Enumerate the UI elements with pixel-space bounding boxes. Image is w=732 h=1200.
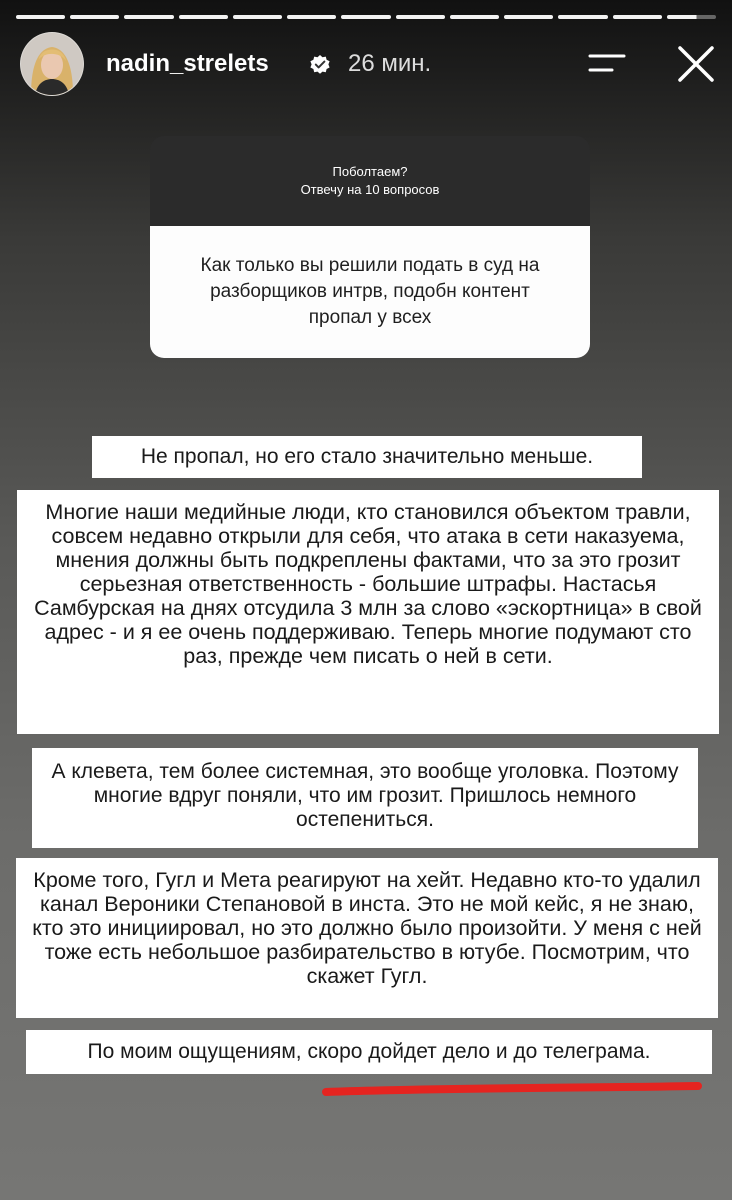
question-sticker-title: Поболтаем? xyxy=(332,164,408,179)
question-sticker xyxy=(150,136,590,358)
progress-segment xyxy=(396,15,445,19)
question-sticker-header xyxy=(150,136,590,226)
red-underline-mark xyxy=(322,1080,702,1100)
username[interactable]: nadin_strelets xyxy=(106,50,269,77)
progress-segment xyxy=(341,15,390,19)
progress-segment xyxy=(124,15,173,19)
question-text: Как только вы решили подать в суд на разборщиков интрв, подобн контент пропал у всех xyxy=(150,226,590,358)
progress-segment xyxy=(450,15,499,19)
progress-segment xyxy=(558,15,607,19)
answer-text-2: Многие наши медийные люди, кто становился объектом травли, совсем недавно открыли для себя, что атака в сети наказуема, мнения должны быть подкреплены фактами, что за это грозит серьезная ответственность - большие штрафы. Настасья Самбурская на днях отсудила 3 млн за слово «эскортница» в свой адрес - и я ее очень поддерживаю. Теперь многие подумают сто раз, прежде чем писать о ней в сети. xyxy=(17,490,719,734)
progress-segment xyxy=(16,15,65,19)
answer-text-5: По моим ощущениям, скоро дойдет дело и до телеграма. xyxy=(26,1030,712,1074)
story-progress-bar xyxy=(16,15,716,19)
progress-segment-current xyxy=(667,15,716,19)
progress-segment xyxy=(287,15,336,19)
verified-badge-icon xyxy=(309,54,331,76)
answer-text-1: Не пропал, но его стало значительно меньше. xyxy=(92,436,642,478)
progress-segment xyxy=(613,15,662,19)
progress-segment xyxy=(233,15,282,19)
avatar[interactable] xyxy=(20,32,84,96)
post-time: 26 мин. xyxy=(348,50,432,77)
progress-segment xyxy=(179,15,228,19)
progress-segment xyxy=(504,15,553,19)
story-header xyxy=(20,32,718,96)
answer-text-3: А клевета, тем более системная, это вообще уголовка. Поэтому многие вдруг поняли, что им грозит. Пришлось немного остепениться. xyxy=(32,748,698,848)
menu-icon[interactable] xyxy=(588,50,626,76)
answer-text-4: Кроме того, Гугл и Мета реагируют на хейт. Недавно кто-то удалил канал Вероники Степановой в инста. Это не мой кейс, я не знаю, кто это инициировал, но это должно было произойти. У меня с ней тоже есть небольшое разбирательство в ютубе. Посмотрим, что скажет Гугл. xyxy=(16,858,718,1018)
progress-segment xyxy=(70,15,119,19)
close-icon[interactable] xyxy=(674,42,718,86)
question-sticker-subtitle: Отвечу на 10 вопросов xyxy=(300,182,440,197)
